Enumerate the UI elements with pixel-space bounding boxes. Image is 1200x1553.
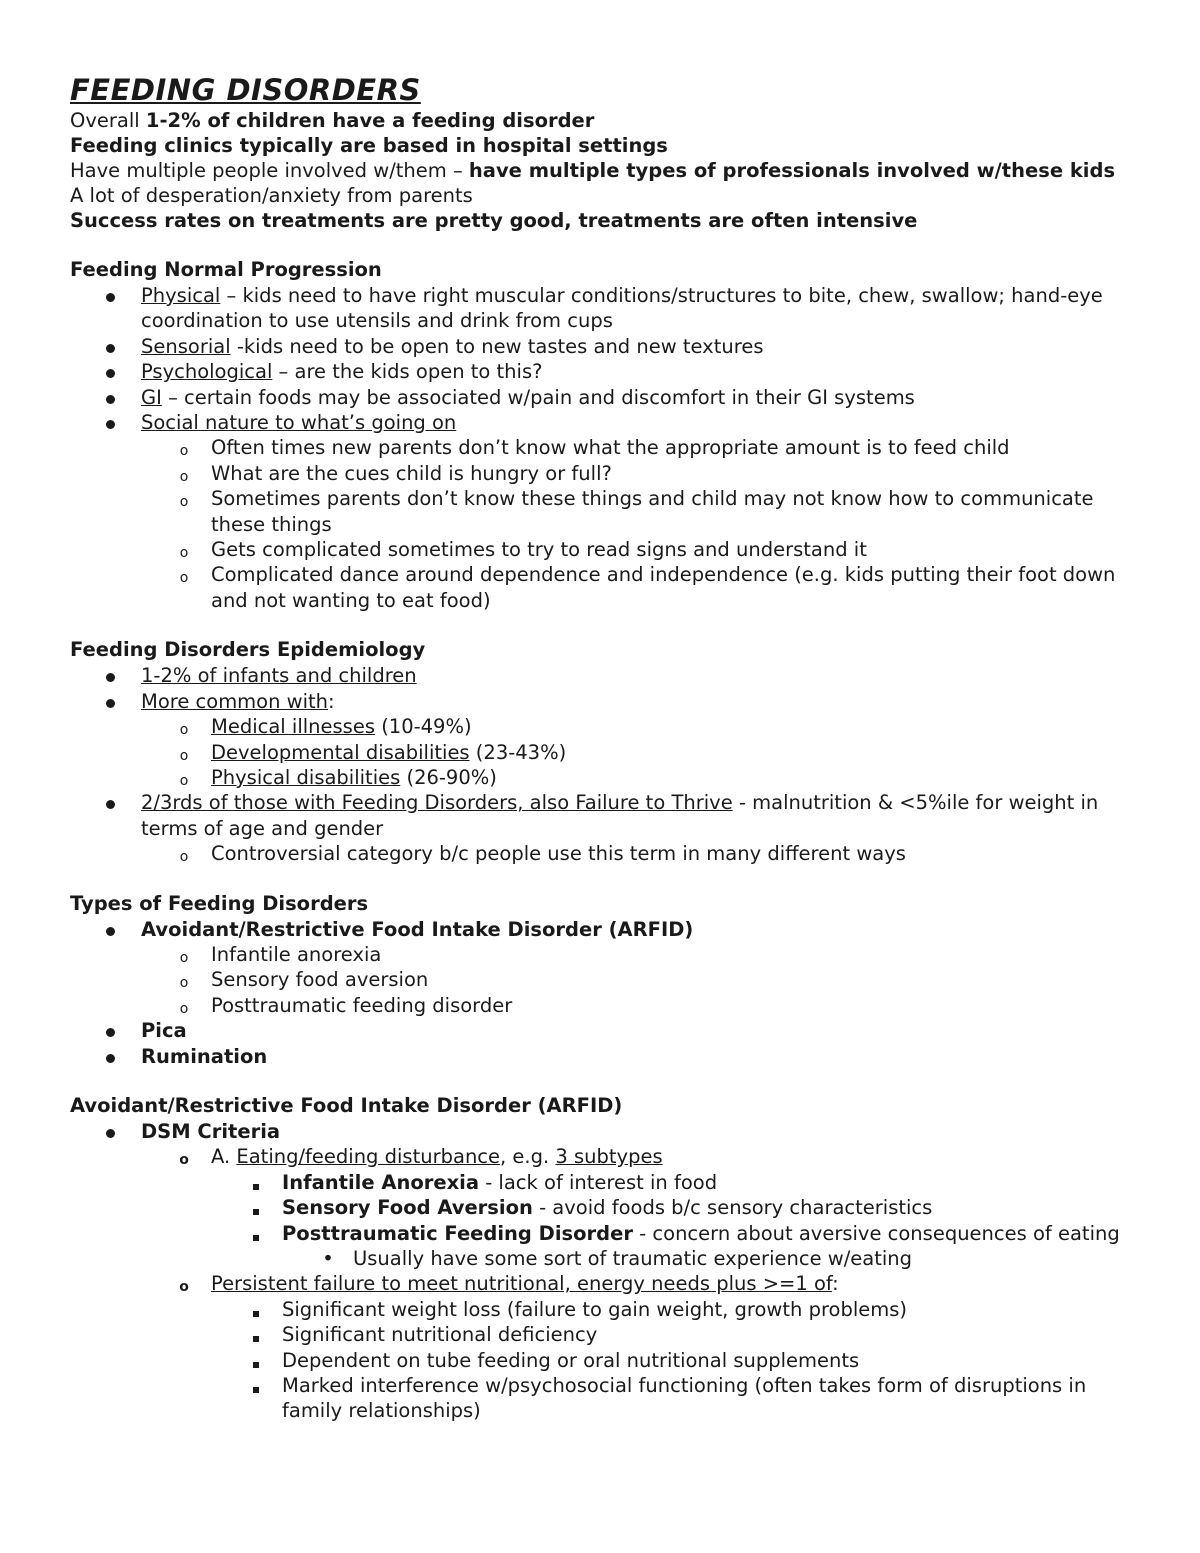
list-item: More common with: — [70, 689, 1130, 714]
sub-sub-list-item: Sensory Food Aversion - avoid foods b/c sensory characteristics — [70, 1195, 1130, 1220]
bullet-icon — [100, 1119, 120, 1144]
bullet-icon — [100, 283, 120, 308]
circle-bullet-icon: o — [179, 1152, 189, 1169]
circle-bullet-icon: o — [179, 772, 189, 789]
circle-bullet-icon: o — [179, 975, 189, 992]
sub-list-item: o Sensory food aversion — [70, 967, 1130, 992]
section-heading-types: Types of Feeding Disorders — [70, 891, 369, 915]
sub-sub-list-item: Marked interference w/psychosocial functioning (often takes form of disruptions in family relationships) — [70, 1373, 1130, 1424]
sub-list-item: o Complicated dance around dependence and independence (e.g. kids putting their foot down and not wanting to eat food) — [70, 562, 1130, 613]
sub-sub-list-item: Dependent on tube feeding or oral nutritional supplements — [70, 1348, 1130, 1373]
list-item: Physical – kids need to have right muscular conditions/structures to bite, chew, swallow; hand-eye coordination to use utensils and drink from cups — [70, 283, 1130, 334]
sub-list-item: o Posttraumatic feeding disorder — [70, 993, 1130, 1018]
section-heading-epidemiology: Feeding Disorders Epidemiology — [70, 638, 426, 662]
sub-list-item: o Medical illnesses (10-49%) — [70, 714, 1130, 739]
sub-sub-list-item: Significant weight loss (failure to gain weight, growth problems) — [70, 1297, 1130, 1322]
circle-bullet-icon: o — [179, 1000, 189, 1017]
document-page — [70, 72, 1130, 1424]
document-title: FEEDING DISORDERS — [70, 73, 421, 107]
sub-list-item: o Controversial category b/c people use this term in many different ways — [70, 841, 1130, 866]
list-item: GI – certain foods may be associated w/pain and discomfort in their GI systems — [70, 385, 1130, 410]
sub-list-item: o Gets complicated sometimes to try to read signs and understand it — [70, 537, 1130, 562]
small-bullet-icon: • — [322, 1247, 334, 1270]
sub-sub-list-item: Infantile Anorexia - lack of interest in food — [70, 1170, 1130, 1195]
section-heading-normal: Feeding Normal Progression — [70, 258, 382, 281]
bullet-icon — [100, 1018, 120, 1043]
list-item: DSM Criteria — [70, 1119, 1130, 1144]
square-bullet-icon — [246, 1377, 266, 1402]
sub-list-item: o Infantile anorexia — [70, 942, 1130, 967]
circle-bullet-icon: o — [179, 949, 189, 966]
sub-list-item: o Physical disabilities (26-90%) — [70, 765, 1130, 790]
sub-sub-sub-list-item: • Usually have some sort of traumatic experience w/eating — [70, 1246, 1130, 1271]
section-heading-arfid: Avoidant/Restrictive Food Intake Disorder (ARFID) — [70, 1093, 623, 1117]
bullet-icon — [100, 334, 120, 359]
intro-line-3: Have multiple people involved w/them – have multiple types of professionals involved w/these kids — [70, 159, 1116, 182]
circle-bullet-icon: o — [179, 570, 189, 587]
intro-line-5: Success rates on treatments are pretty good, treatments are often intensive — [70, 209, 918, 232]
sub-list-item: o Developmental disabilities (23-43%) — [70, 740, 1130, 765]
circle-bullet-icon: o — [179, 468, 189, 485]
circle-bullet-icon: o — [179, 494, 189, 511]
circle-bullet-icon: o — [179, 849, 189, 866]
bullet-icon — [100, 410, 120, 435]
list-item: Rumination — [70, 1044, 1130, 1069]
bullet-icon — [100, 385, 120, 410]
sub-list-item: o What are the cues child is hungry or full? — [70, 461, 1130, 486]
list-item: Sensorial -kids need to be open to new tastes and new textures — [70, 334, 1130, 359]
list-item: Pica — [70, 1018, 1130, 1043]
bullet-icon — [100, 790, 120, 815]
bullet-icon — [100, 689, 120, 714]
circle-bullet-icon: o — [179, 722, 189, 739]
sub-sub-list-item: Posttraumatic Feeding Disorder - concern about aversive consequences of eating — [70, 1221, 1130, 1246]
circle-bullet-icon: o — [179, 1279, 189, 1296]
sub-list-item: o Often times new parents don’t know what the appropriate amount is to feed child — [70, 435, 1130, 460]
circle-bullet-icon: o — [179, 545, 189, 562]
list-item: Psychological – are the kids open to this? — [70, 359, 1130, 384]
list-item: Social nature to what’s going on — [70, 410, 1130, 435]
intro-line-1: Overall 1-2% of children have a feeding disorder — [70, 109, 595, 132]
list-item: Avoidant/Restrictive Food Intake Disorder (ARFID) — [70, 917, 1130, 942]
bullet-icon — [100, 663, 120, 688]
bullet-icon — [100, 917, 120, 942]
circle-bullet-icon: o — [179, 443, 189, 460]
intro-line-2: Feeding clinics typically are based in hospital settings — [70, 134, 668, 157]
list-item: 2/3rds of those with Feeding Disorders, also Failure to Thrive - malnutrition & <5%ile for weight in terms of age and gender — [70, 790, 1130, 841]
sub-list-item: o A. Eating/feeding disturbance, e.g. 3 subtypes — [70, 1144, 1130, 1169]
sub-list-item: o Persistent failure to meet nutritional, energy needs plus >=1 of: — [70, 1271, 1130, 1296]
list-item: 1-2% of infants and children — [70, 663, 1130, 688]
bullet-icon — [100, 359, 120, 384]
intro-line-4: A lot of desperation/anxiety from parents — [70, 184, 473, 207]
circle-bullet-icon: o — [179, 747, 189, 764]
sub-list-item: o Sometimes parents don’t know these things and child may not know how to communicate these things — [70, 486, 1130, 537]
bullet-icon — [100, 1044, 120, 1069]
sub-sub-list-item: Significant nutritional deficiency — [70, 1322, 1130, 1347]
